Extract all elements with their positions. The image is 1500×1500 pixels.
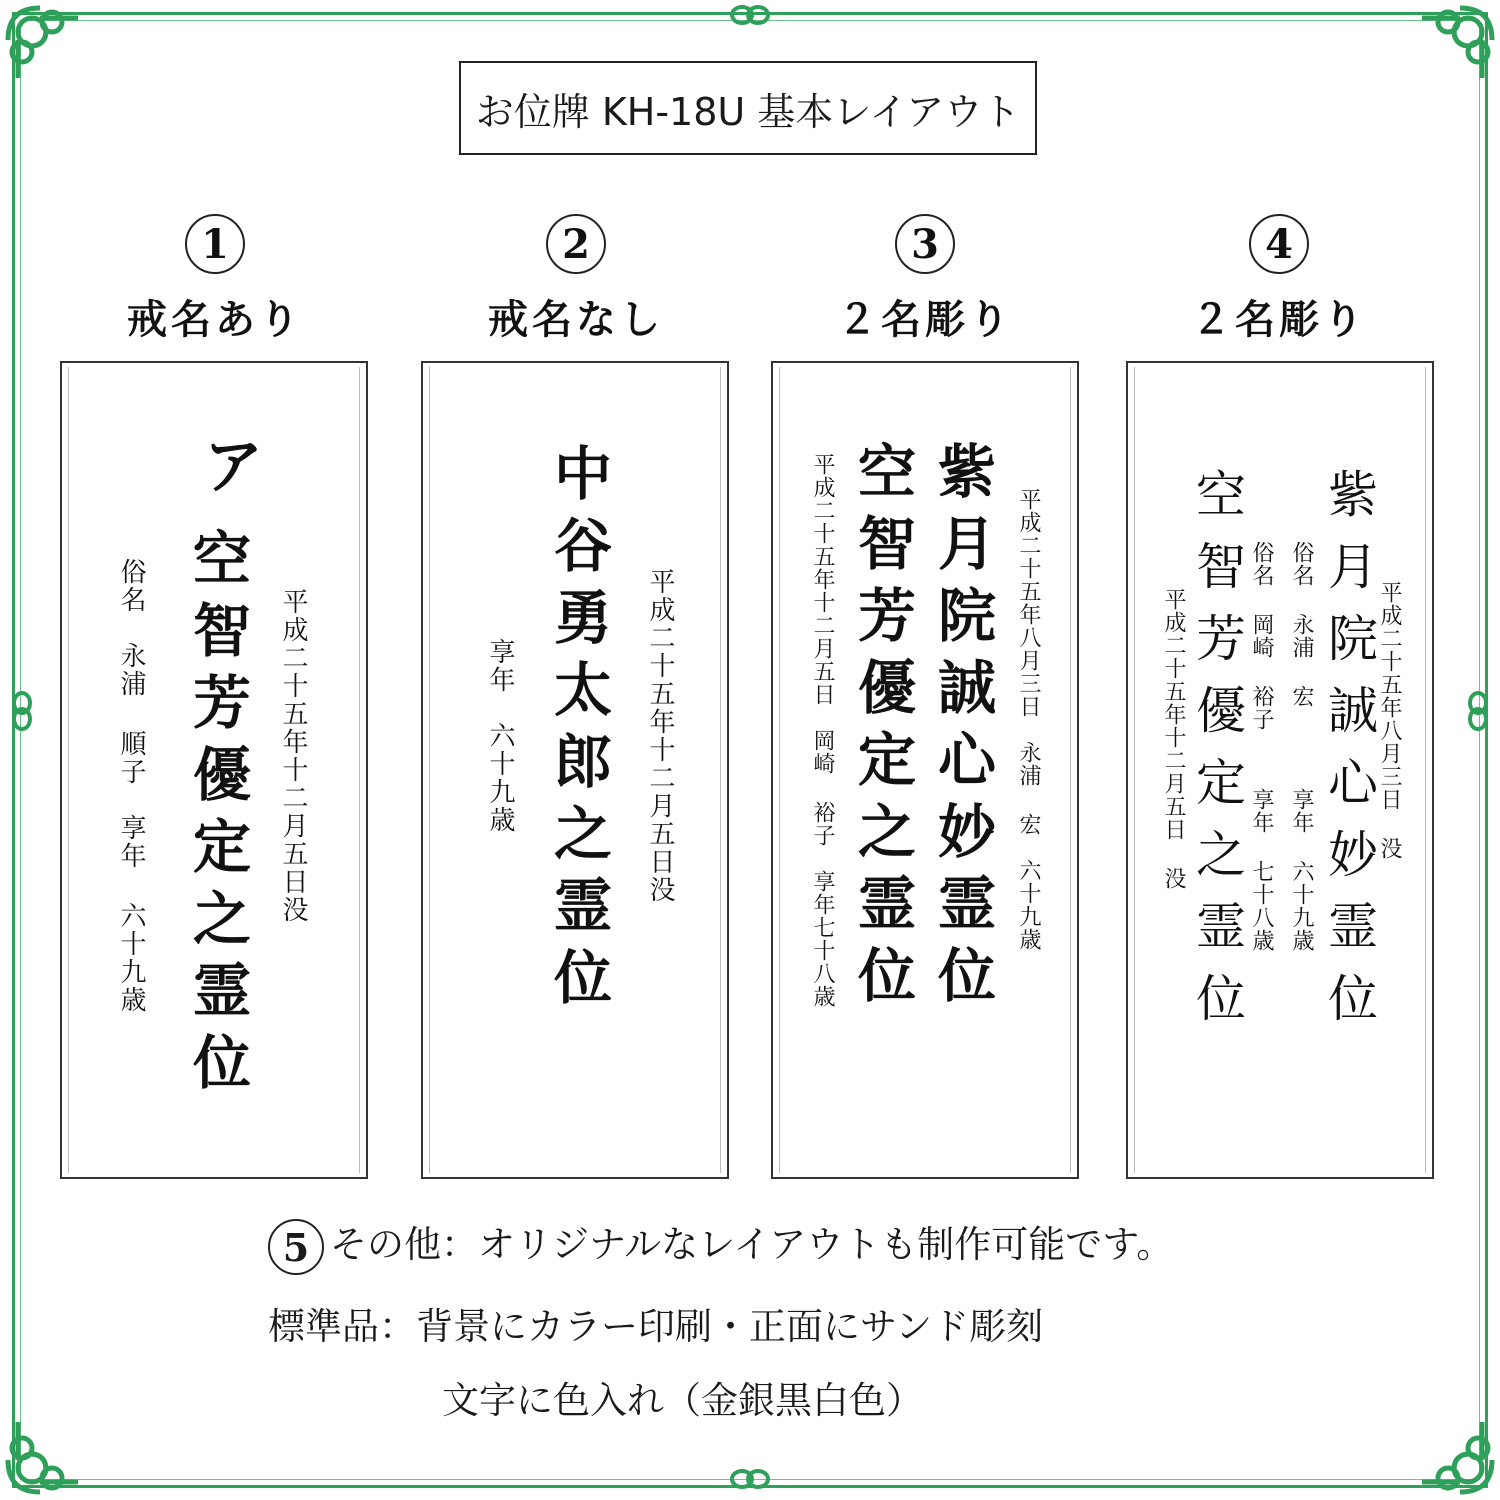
column-header-4 xyxy=(1119,214,1439,345)
age-right: 享年 六十九歳 xyxy=(1289,788,1314,952)
corner-knot-icon xyxy=(1390,0,1500,110)
age-text: 享年 六十九歳 xyxy=(485,638,515,834)
number-badge: 5 xyxy=(268,1219,324,1275)
edge-knot-icon xyxy=(728,0,772,30)
edge-knot-icon xyxy=(7,689,37,733)
kaimyo-text: 空智芳優定之霊位 xyxy=(183,528,251,1104)
info-left: 平成二十五年十二月五日 岡崎 裕子 享年七十八歳 xyxy=(810,453,835,1008)
kaimyo-left: 空智芳優定之霊位 xyxy=(1188,468,1246,1044)
kaimyo-right: 紫月院誠心妙霊位 xyxy=(1320,468,1378,1044)
number-badge: 4 xyxy=(1249,214,1309,274)
number-badge: 1 xyxy=(185,214,245,274)
age-left: 享年 七十八歳 xyxy=(1249,788,1274,952)
column-header-3 xyxy=(765,214,1085,345)
zokumyo-text: 俗名 永浦 順子 享年 六十九歳 xyxy=(116,558,146,1014)
column-header-2 xyxy=(416,214,736,345)
tablet-layout-1 xyxy=(60,361,368,1179)
info-right: 平成二十五年八月三日 永浦 宏 六十九歳 xyxy=(1016,488,1041,951)
column-label: ２名彫り xyxy=(837,296,1013,343)
tablet-layout-2 xyxy=(421,361,729,1179)
column-label: 戒名あり xyxy=(127,296,303,343)
corner-knot-icon xyxy=(1390,1390,1500,1500)
death-date: 平成二十五年十二月五日没 xyxy=(278,588,308,924)
number-badge: 3 xyxy=(895,214,955,274)
column-label: 戒名なし xyxy=(488,296,664,343)
kaimyo-left: 空智芳優定之霊位 xyxy=(848,441,916,1017)
footer-line-1 xyxy=(268,1214,1173,1275)
bonji-glyph: ア xyxy=(192,433,265,495)
date-right: 平成二十五年八月三日 没 xyxy=(1377,581,1402,860)
zokumyo-right: 俗名 永浦 宏 xyxy=(1289,541,1314,708)
kaimyo-right: 紫月院誠心妙霊位 xyxy=(928,441,996,1017)
page-title: お位牌 KH-18U 基本レイアウト xyxy=(459,61,1037,155)
tablet-layout-4 xyxy=(1126,361,1434,1179)
name-text: 中谷勇太郎之霊位 xyxy=(544,443,612,1019)
footer-line-3: 文字に色入れ（金銀黒白色） xyxy=(442,1379,923,1422)
corner-knot-icon xyxy=(0,1390,110,1500)
tablet-layout-3 xyxy=(771,361,1079,1179)
death-date: 平成二十五年十二月五日没 xyxy=(645,568,675,904)
column-label: ２名彫り xyxy=(1191,296,1367,343)
edge-knot-icon xyxy=(1463,689,1493,733)
column-header-1 xyxy=(55,214,375,345)
number-badge: 2 xyxy=(546,214,606,274)
footer-text-1: その他：オリジナルなレイアウトも制作可能です。 xyxy=(330,1223,1174,1266)
edge-knot-icon xyxy=(728,1464,772,1494)
date-left: 平成二十五年十二月五日 没 xyxy=(1161,588,1186,890)
zokumyo-left: 俗名 岡崎 裕子 xyxy=(1249,541,1274,731)
corner-knot-icon xyxy=(0,0,110,110)
footer-line-2: 標準品：背景にカラー印刷・正面にサンド彫刻 xyxy=(268,1305,1044,1348)
